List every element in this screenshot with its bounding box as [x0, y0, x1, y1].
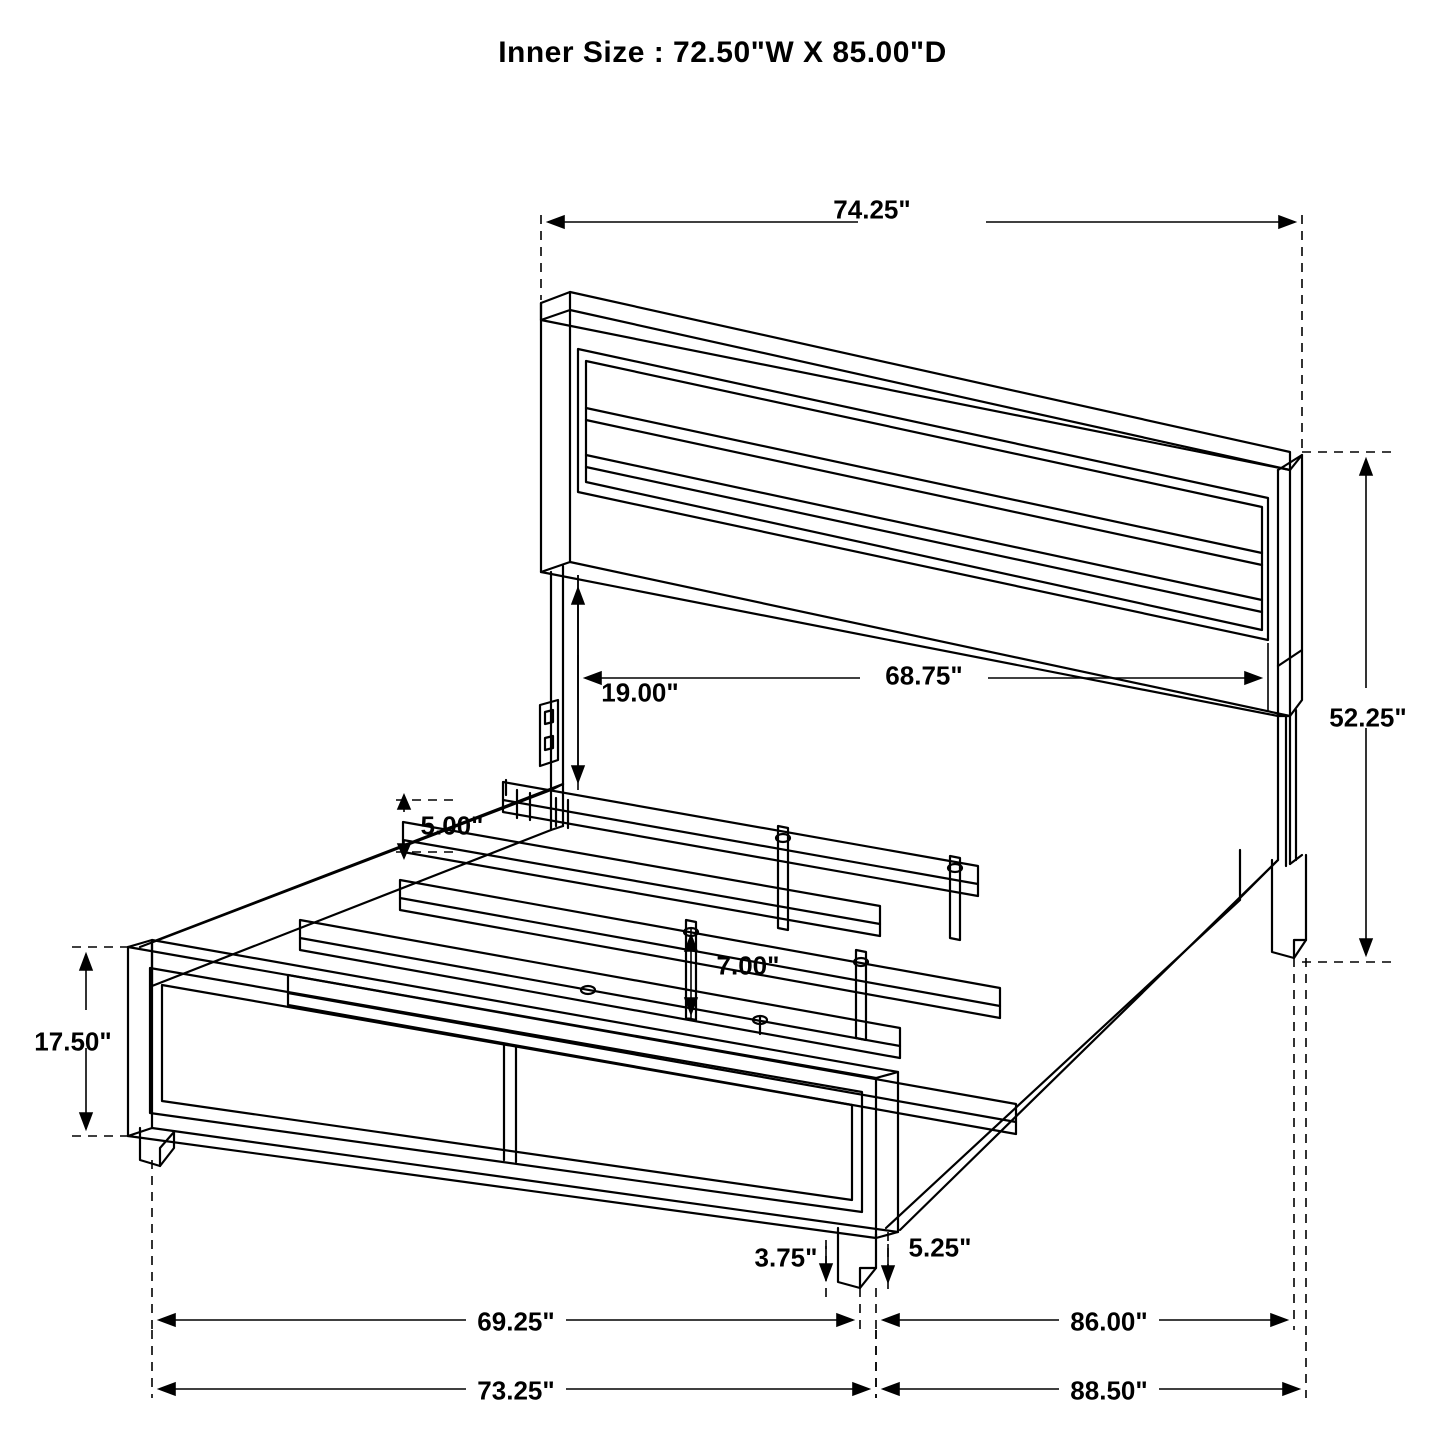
dim-5-25 — [882, 1232, 894, 1290]
dim-86-00 — [876, 958, 1294, 1330]
headboard-top-cap — [541, 292, 1290, 470]
dim-label-slat-rail-height: 5.00" — [420, 810, 484, 841]
dim-label-overall-depth-outer: 88.50" — [1070, 1375, 1148, 1406]
dim-label-footboard-inner-width: 69.25" — [477, 1306, 555, 1337]
dim-3-75 — [820, 1240, 832, 1300]
dim-19-00 — [572, 575, 584, 790]
dim-label-headboard-height: 52.25" — [1329, 702, 1407, 733]
dim-label-center-support-height: 7.00" — [716, 950, 780, 981]
side-rail-right — [886, 716, 1302, 1230]
dim-label-clearance-under-panel: 19.00" — [601, 677, 679, 708]
dim-label-headboard-width: 74.25" — [833, 194, 911, 225]
dim-label-foot-leg-height: 5.25" — [908, 1232, 972, 1263]
headboard-inner-frame — [578, 349, 1268, 640]
dim-74-25 — [541, 215, 1302, 452]
center-support-legs — [686, 826, 960, 1040]
slat-support-rails — [403, 782, 978, 936]
rail-bracket — [540, 700, 558, 766]
slat-row-middle — [300, 880, 1000, 1058]
page-title: Inner Size : 72.50"W X 85.00"D — [498, 36, 947, 69]
dim-label-overall-depth-inner: 86.00" — [1070, 1306, 1148, 1337]
dim-label-headboard-inner-width: 68.75" — [885, 660, 963, 691]
dim-label-foot-leg-offset: 3.75" — [754, 1242, 818, 1273]
headboard-legs — [551, 566, 1296, 866]
dim-label-footboard-height: 17.50" — [34, 1026, 112, 1057]
dim-label-footboard-outer-width: 73.25" — [477, 1375, 555, 1406]
